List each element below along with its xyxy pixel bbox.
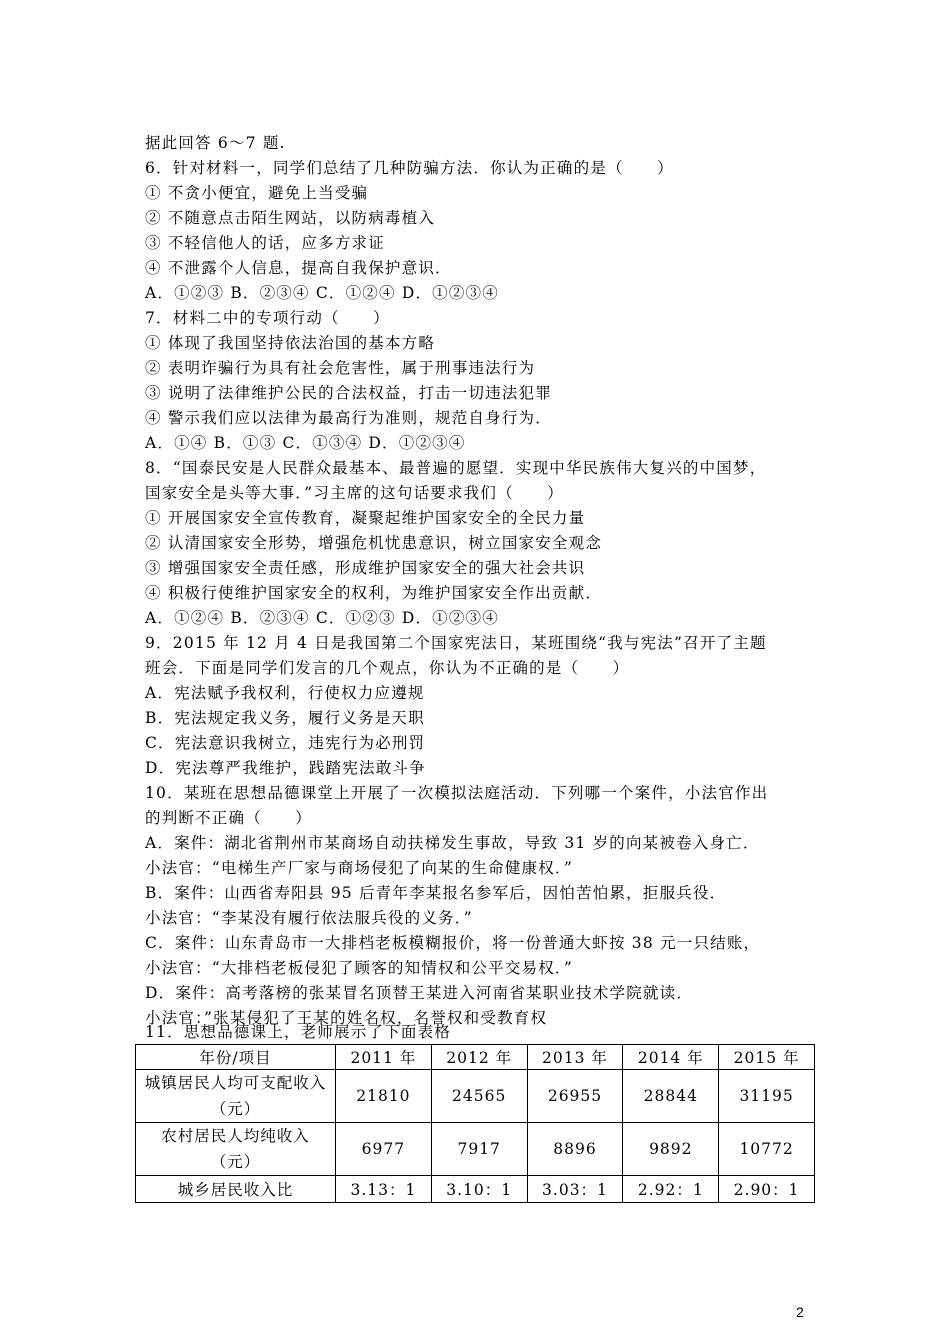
row-label: 城乡居民收入比 — [136, 1176, 336, 1203]
table-cell: 10772 — [719, 1123, 815, 1176]
text-line: ④ 警示我们应以法律为最高行为准则，规范自身行为． — [145, 409, 552, 427]
table-row — [136, 1123, 815, 1176]
table-cell: 2.90：1 — [719, 1176, 815, 1203]
text-line: A．案件：湖北省荆州市某商场自动扶梯发生事故，导致 31 岁的向某被卷入身亡． — [145, 834, 760, 852]
table-header-cell: 2014 年 — [623, 1045, 719, 1070]
question-10-stem: 10．某班在思想品德课堂上开展了一次模拟法庭活动．下列哪一个案件，小法官作出 — [145, 784, 769, 802]
text-line: B．宪法规定我义务，履行义务是天职 — [145, 709, 425, 727]
table-cell: 8896 — [527, 1123, 623, 1176]
answer-options: A．①②④ B．②③④ C．①②③ D．①②③④ — [145, 609, 499, 627]
text-line: 国家安全是头等大事．”习主席的这句话要求我们（ ） — [145, 484, 564, 502]
table-header-cell: 2012 年 — [431, 1045, 527, 1070]
question-6-stem: 6．针对材料一，同学们总结了几种防骗方法．你认为正确的是（ ） — [145, 159, 674, 177]
table-cell: 3.03：1 — [527, 1176, 623, 1203]
table-cell: 6977 — [336, 1123, 432, 1176]
table-header-row — [136, 1045, 815, 1070]
table-header-cell: 2015 年 — [719, 1045, 815, 1070]
text-line: 小法官：“大排档老板侵犯了顾客的知情权和公平交易权．” — [145, 959, 573, 977]
text-line: ① 体现了我国坚持依法治国的基本方略 — [145, 334, 436, 352]
text-line: D．宪法尊严我维护，践踏宪法敢斗争 — [145, 759, 426, 777]
table-header-cell: 2011 年 — [336, 1045, 432, 1070]
text-line: 班会．下面是同学们发言的几个观点，你认为不正确的是（ ） — [145, 659, 630, 677]
text-line: C．案件：山东青岛市一大排档老板模糊报价，将一份普通大虾按 38 元一只结账， — [145, 934, 761, 952]
table-header-cell: 年份/项目 — [136, 1045, 336, 1070]
text-line: ② 表明诈骗行为具有社会危害性，属于刑事违法行为 — [145, 359, 536, 377]
text-line: 据此回答 6～7 题. — [145, 134, 286, 152]
table-row — [136, 1176, 815, 1203]
text-line: ② 认清国家安全形势，增强危机忧患意识，树立国家安全观念 — [145, 534, 603, 552]
question-11-stem: 11．思想品德课上，老师展示了下面表格 — [145, 1023, 452, 1041]
table-cell: 9892 — [623, 1123, 719, 1176]
table-cell: 3.13：1 — [336, 1176, 432, 1203]
text-line: 的判断不正确（ ） — [145, 809, 313, 827]
text-line: ④ 积极行使维护国家安全的权利，为维护国家安全作出贡献． — [145, 584, 603, 602]
row-label: 城镇居民人均可支配收入（元） — [136, 1070, 336, 1123]
text-line: 小法官：“电梯生产厂家与商场侵犯了向某的生命健康权．” — [145, 859, 573, 877]
question-8-stem: 8．“国泰民安是人民群众最基本、最普遍的愿望．实现中华民族伟大复兴的中国梦， — [145, 459, 767, 477]
table-header-cell: 2013 年 — [527, 1045, 623, 1070]
text-line: D．案件：高考落榜的张某冒名顶替王某进入河南省某职业技术学院就读． — [145, 984, 694, 1002]
table-cell: 21810 — [336, 1070, 432, 1123]
text-line: ① 不贪小便宜，避免上当受骗 — [145, 184, 369, 202]
text-line: 小法官：”张某侵犯了王某的姓名权，名誉权和受教育权 — [145, 1009, 548, 1027]
text-line: ③ 增强国家安全责任感，形成维护国家安全的强大社会共识 — [145, 559, 586, 577]
table-cell: 7917 — [431, 1123, 527, 1176]
answer-options: A．①④ B．①③ C．①③④ D．①②③④ — [145, 434, 466, 452]
text-line: ① 开展国家安全宣传教育，凝聚起维护国家安全的全民力量 — [145, 509, 586, 527]
question-9-stem: 9．2015 年 12 月 4 日是我国第二个国家宪法日，某班围绕“我与宪法”召开了主题 — [145, 634, 767, 652]
table-cell: 3.10：1 — [431, 1176, 527, 1203]
table-row — [136, 1070, 815, 1123]
table-cell: 31195 — [719, 1070, 815, 1123]
answer-options: A．①②③ B．②③④ C．①②④ D．①②③④ — [145, 284, 499, 302]
page-number: 2 — [796, 1304, 804, 1320]
text-line: B．案件：山西省寿阳县 95 后青年李某报名参军后，因怕苦怕累，拒服兵役． — [145, 884, 727, 902]
text-line: ③ 说明了法律维护公民的合法权益，打击一切违法犯罪 — [145, 384, 552, 402]
text-line: A．宪法赋予我权利，行使权力应遵规 — [145, 684, 425, 702]
text-line: ④ 不泄露个人信息，提高自我保护意识． — [145, 259, 452, 277]
text-line: C．宪法意识我树立，违宪行为必刑罚 — [145, 734, 426, 752]
income-table — [135, 1044, 815, 1203]
table-cell: 2.92：1 — [623, 1176, 719, 1203]
table-cell: 28844 — [623, 1070, 719, 1123]
text-line: 小法官：“李某没有履行依法服兵役的义务．” — [145, 909, 473, 927]
table-cell: 26955 — [527, 1070, 623, 1123]
row-label: 农村居民人均纯收入（元） — [136, 1123, 336, 1176]
question-7-stem: 7．材料二中的专项行动（ ） — [145, 309, 390, 327]
text-line: ③ 不轻信他人的话，应多方求证 — [145, 234, 385, 252]
table-cell: 24565 — [431, 1070, 527, 1123]
text-line: ② 不随意点击陌生网站，以防病毒植入 — [145, 209, 436, 227]
